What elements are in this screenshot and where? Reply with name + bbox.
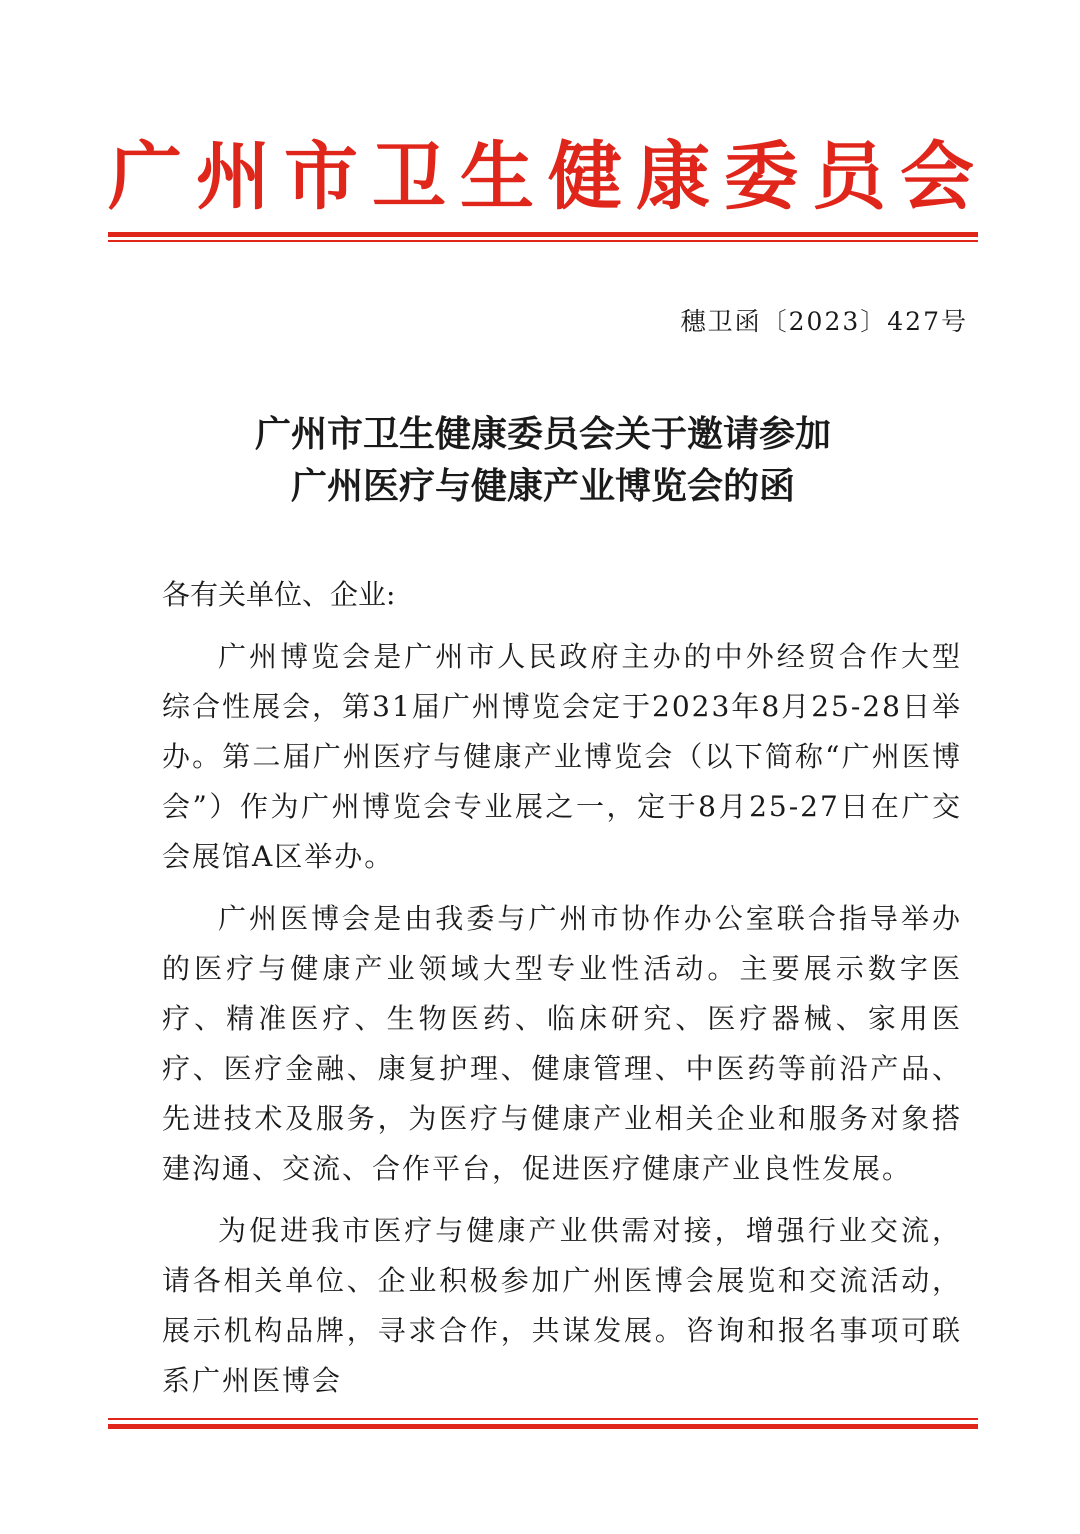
body-paragraph-1: 广州博览会是广州市人民政府主办的中外经贸合作大型综合性展会，第31届广州博览会定于2023年8月25-28日举办。第二届广州医疗与健康产业博览会（以下简称“广州医博会”）作为广州博览会专业展之一，定于8月25-27日在广交会展馆A区举办。 [162,640,962,873]
body-paragraph-3: 为促进我市医疗与健康产业供需对接，增强行业交流，请各相关单位、企业积极参加广州医博会展览和交流活动，展示机构品牌，寻求合作，共谋发展。咨询和报名事项可联系广州医博会 [162,1214,962,1397]
letterhead-red-rule-thin [108,240,978,242]
body-paragraph-2: 广州医博会是由我委与广州市协作办公室联合指导举办的医疗与健康产业领域大型专业性活动。主要展示数字医疗、精准医疗、生物医药、临床研究、医疗器械、家用医疗、医疗金融、康复护理、健康管理、中医药等前沿产品、先进技术及服务，为医疗与健康产业相关企业和服务对象搭建沟通、交流、合作平台，促进医疗健康产业良性发展。 [162,902,962,1185]
document-title-line1: 广州市卫生健康委员会关于邀请参加 [254,413,831,455]
document-body [162,570,962,1406]
salutation: 各有关单位、企业: [162,578,396,611]
letterhead-red-rule-thick [108,232,978,237]
document-number: 穗卫函〔2023〕427号 [680,307,968,336]
letterhead-organization: 广州市卫生健康委员会 [108,134,988,220]
document-title-line2: 广州医疗与健康产业博览会的函 [290,465,795,507]
footer-red-rule-thin [108,1418,978,1420]
document-title [108,408,978,512]
footer-red-rule-thick [108,1424,978,1429]
